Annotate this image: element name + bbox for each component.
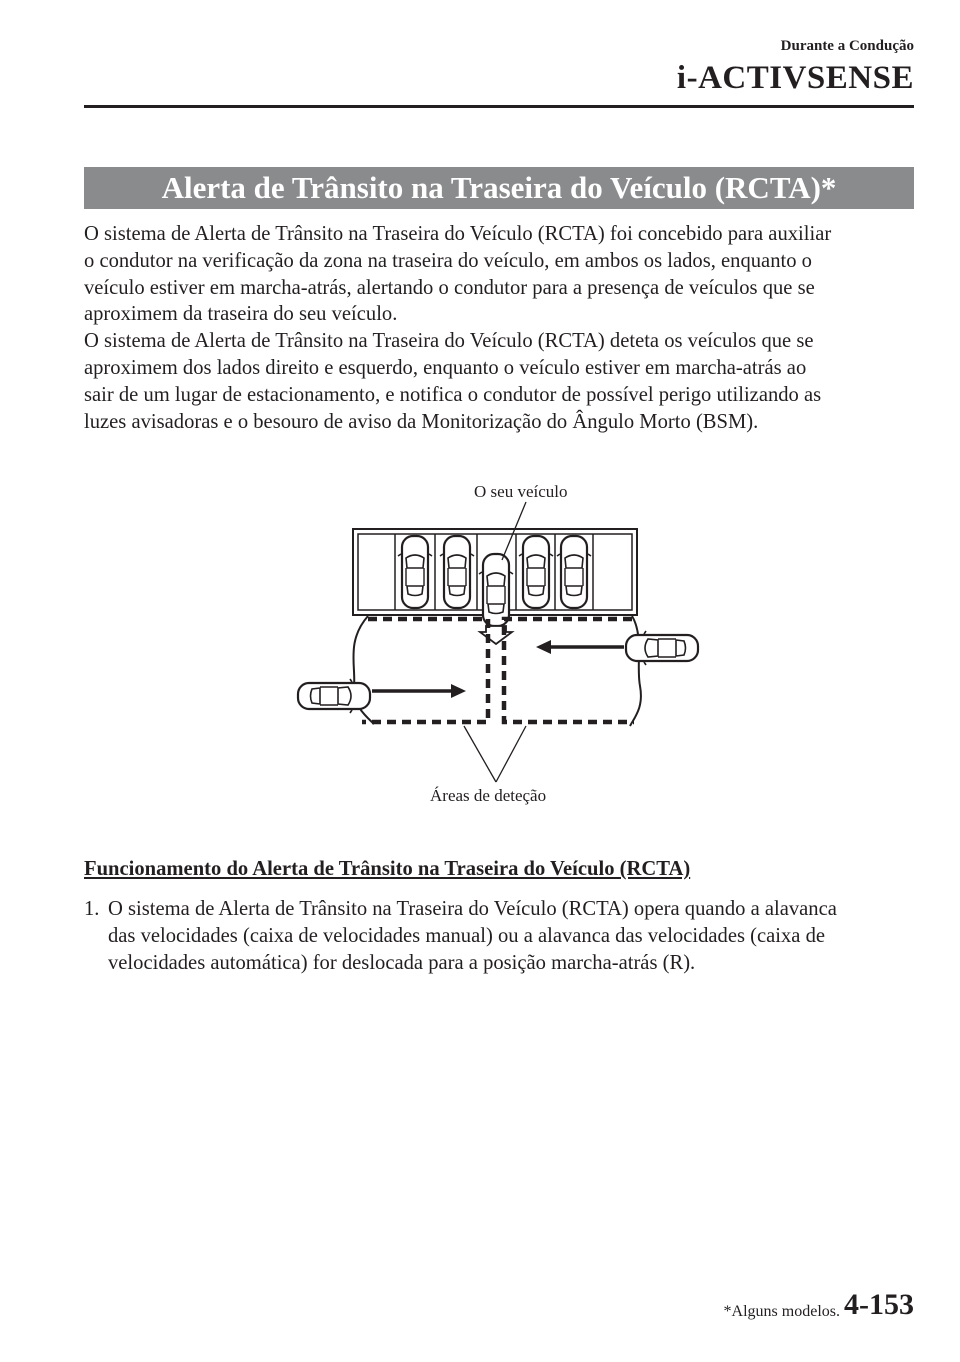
approaching-car-left: [298, 679, 370, 713]
section-name: i-ACTIVSENSE: [676, 60, 914, 96]
approach-arrow-left: [372, 684, 466, 698]
step-number: 1.: [84, 898, 100, 920]
label-detection-areas: Áreas de deteção: [430, 786, 547, 805]
approach-arrow-right: [536, 640, 624, 654]
own-vehicle: [479, 554, 513, 626]
page-number: 4-153: [844, 1288, 914, 1321]
parked-car: [557, 536, 591, 608]
areas-leader-line: [496, 726, 526, 782]
running-head: Durante a Condução: [780, 38, 914, 54]
reverse-arrow: [480, 626, 512, 644]
footnote: *Alguns modelos.: [723, 1303, 840, 1320]
detection-area-right: [504, 619, 634, 722]
parked-car: [519, 536, 553, 608]
subheading: Funcionamento do Alerta de Trânsito na Traseira do Veículo (RCTA): [84, 858, 691, 880]
road-edge-right: [630, 616, 641, 726]
label-your-vehicle: O seu veículo: [474, 482, 568, 501]
parked-car: [440, 536, 474, 608]
detection-area-left: [362, 619, 488, 722]
approaching-car-right: [626, 631, 698, 665]
areas-leader-line: [464, 726, 496, 782]
page-title: Alerta de Trânsito na Traseira do Veículo (RCTA)*: [84, 167, 914, 209]
header-rule: [84, 105, 914, 108]
rcta-diagram: [296, 476, 706, 812]
parked-car: [398, 536, 432, 608]
step-text: O sistema de Alerta de Trânsito na Traseira do Veículo (RCTA) opera quando a alavanca das velocidades (caixa de velocidades manual) ou a alavanca das velocidades (caixa de velocidades automática) for deslocada para a posição marcha-atrás (R).: [108, 898, 837, 974]
intro-paragraph: O sistema de Alerta de Trânsito na Traseira do Veículo (RCTA) foi concebido para auxiliar o condutor na verificação da zona na traseira do veículo, em ambos os lados, enquanto o veículo estiver em marcha-atrás, alertando o condutor para a presença de veículos que se aproximem da traseira do seu veículo. O sistema de Alerta de Trânsito na Traseira do Veículo (RCTA) deteta os veículos que se aproximem dos lados direito e esquerdo, enquanto o veículo estiver em marcha-atrás ao sair de um lugar de estacionamento, e notifica o condutor de possível perigo utilizando as luzes avisadoras e o besouro de aviso da Monitorização do Ângulo Morto (BSM).: [84, 223, 832, 433]
